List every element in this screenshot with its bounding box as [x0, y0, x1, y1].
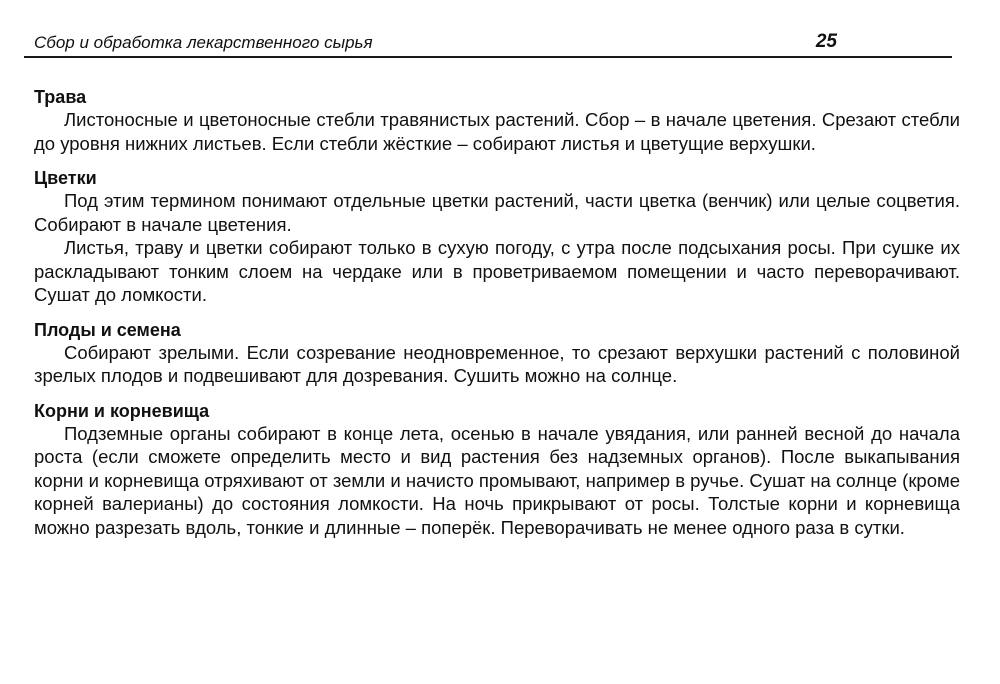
section-heading: Трава: [34, 87, 87, 107]
section-herb: [34, 86, 960, 155]
section-heading: Корни и корневища: [34, 400, 210, 421]
paragraph: Листоносные и цветоносные стебли травянистых растений. Сбор – в начале цветения. Срезают стебли до уровня нижних листьев. Если стебли жёсткие – собирают листья и цветущие верхушки.: [34, 109, 960, 154]
running-header: [24, 30, 952, 58]
paragraph: Собирают зрелыми. Если созревание неодновременное, то срезают верхушки растений с половиной зрелых плодов и подвешивают для дозревания. Сушить можно на солнце.: [34, 341, 960, 386]
paragraph: Под этим термином понимают отдельные цветки растений, части цветка (венчик) или целые соцветия. Собирают в начале цветения.: [34, 190, 960, 235]
page-content: [34, 86, 960, 539]
section-heading: Цветки: [34, 168, 97, 188]
section-flowers: [34, 167, 960, 307]
page-number: 25: [815, 31, 837, 52]
paragraph: Листья, траву и цветки собирают только в сухую погоду, с утра после подсыхания росы. При сушке их раскладывают тонким слоем на чердаке или в проветриваемом помещении и часто переворачивают. Сушат до ломкости.: [34, 237, 960, 305]
section-fruits-seeds: [34, 319, 960, 388]
chapter-title: Сбор и обработка лекарственного сырья: [34, 33, 373, 52]
section-roots: [34, 400, 960, 540]
section-heading: Плоды и семена: [34, 319, 181, 340]
paragraph: Подземные органы собирают в конце лета, осенью в начале увядания, или ранней весной до начала роста (если сможете определить место и вид растения без надземных органов). После выкапывания корни и корневища отряхивают от земли и начисто промывают, например в ручье. Сушат на солнце (кроме корней валерианы) до состояния ломкости. На ночь прикрывают от росы. Толстые корни и корневища можно разрезать вдоль, тонкие и длинные – поперёк. Переворачивать не менее одного раза в сутки.: [34, 422, 960, 538]
